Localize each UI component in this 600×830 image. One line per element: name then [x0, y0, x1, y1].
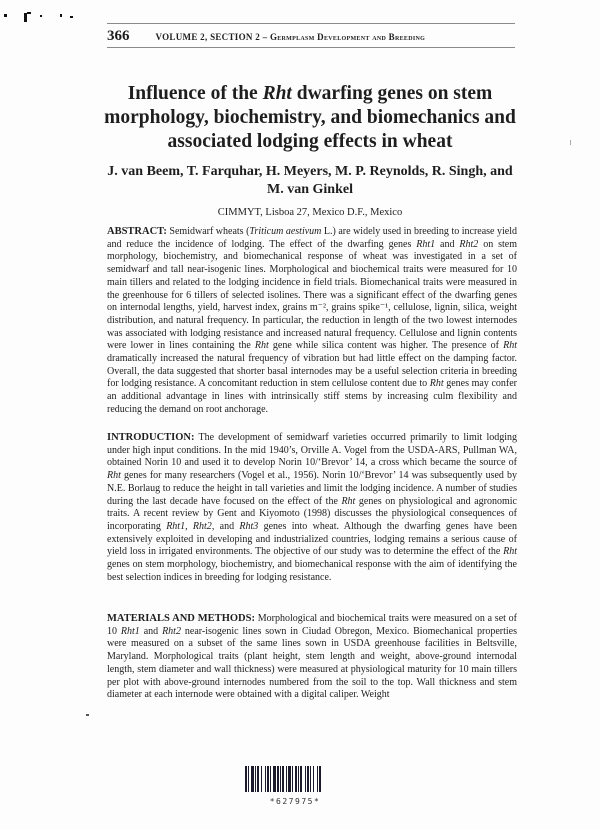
scan-speck — [40, 15, 42, 17]
introduction-section: INTRODUCTION: The development of semidwarf varieties occurred primarily to limit lodging under high input conditions. In the mid 1940’s, Orville A. Vogel from the USDA-ARS, Pullman WA, obtained Norin 10 and used it to develop Norin 10/‘Brevor’ 14, a cross which became the source of Rht genes for many researchers (Vogel et al., 1956). Norin 10/‘Brevor’ 14 was subsequently used by N.E. Borlaug to reduce the height in tall varieties and limit the lodging incidence. A number of studies during the last decade have focused on the effect of the Rht genes on physiological and agronomic traits. A recent review by Gent and Kiyomoto (1998) discusses the physiological consequences of incorporating Rht1, Rht2, and Rht3 genes into wheat. Although the dwarfing genes have been extensively exploited in developing and industrialized countries, lodging remains a serious cause of yield loss in irrigated environments. The objective of our study was to determine the effect of the Rht genes on stem morphology, biochemistry, and biomechanical response with the aim of identifying the best selection indices in breeding for lodging resistance. — [107, 432, 517, 583]
running-head: VOLUME 2, SECTION 2 – Germplasm Development and Breeding — [155, 32, 426, 42]
scan-speck — [60, 14, 62, 17]
scan-speck — [4, 14, 7, 17]
barcode-number: *627975* — [269, 797, 321, 806]
header-top-rule — [107, 23, 515, 24]
running-header — [107, 28, 515, 48]
header-bottom-rule — [107, 47, 515, 48]
margin-mark — [570, 140, 571, 145]
methods-heading: MATERIALS AND METHODS: — [107, 613, 255, 624]
page-number: 366 — [107, 28, 130, 44]
materials-methods-section: MATERIALS AND METHODS: Morphological and biochemical traits were measured on a set of 10 Rht1 and Rht2 near-isogenic lines sown in Ciudad Obregon, Mexico. Biomechanical properties were measured on a subset of the same lines sown in USDA greenhouse facilities in Beltsville, Maryland. Morphological traits (plant height, stem length and weight, above-ground internodal length, stem diameter and wall thickness) were measured at physiological maturity for 10 main tillers per plot with above-ground internodes numbered from the soil to the top. Wall thickness and stem diameter at each internode were obtained with a digital caliper. Weight — [107, 613, 518, 701]
affiliation: CIMMYT, Lisboa 27, Mexico D.F., Mexico — [217, 207, 403, 218]
abstract-heading: ABSTRACT: — [107, 226, 167, 237]
scan-speck — [70, 16, 73, 18]
author-list: J. van Beem, T. Farquhar, H. Meyers, M. P. Reynolds, R. Singh, and M. van Ginkel — [107, 164, 513, 197]
margin-mark — [86, 714, 89, 716]
scan-speck — [24, 13, 27, 22]
introduction-heading: INTRODUCTION: — [107, 432, 195, 443]
paper-title: Influence of the Rht dwarfing genes on stem morphology, biochemistry, and biomechanics and associated lodging effects in wheat — [104, 83, 516, 152]
barcode-bar — [321, 766, 323, 792]
scan-speck — [27, 12, 31, 14]
abstract-section: ABSTRACT: Semidwarf wheats (Triticum aestivum L.) are widely used in breeding to increase yield and reduce the incidence of lodging. The effect of the dwarfing genes Rht1 and Rht2 on stem morphology, biochemistry, and biomechanical response of wheat was investigated in a set of semidwarf and tall near-isogenic lines. Morphological and biochemical traits were measured for 10 main tillers and related to the lodging incidence in field trials. Biomechanical traits were measured in the greenhouse for 6 tillers of selected isolines. There was a significant effect of the dwarfing genes on internodal lengths, yield, harvest index, grains m⁻², grains spike⁻¹, cellulose, lignin, silica, weight distribution, and natural frequency. In particular, the reduction in length of the two lowest internodes was associated with lodging resistance and increased natural frequency. Cellulose and lignin contents were lower in lines containing the Rht gene while silica content was higher. The presence of Rht dramatically increased the natural frequency of vibration but had little effect on the damping factor. Overall, the data suggested that shorter basal internodes may be a useful selection criteria in breeding for lodging resistance. A concomitant reduction in stem cellulose content due to Rht genes may confer an additional advantage in lines with intrinsically stiff stems by increasing culm flexibility and reducing the demand on root anchorage. — [107, 226, 518, 415]
barcode — [245, 766, 345, 792]
